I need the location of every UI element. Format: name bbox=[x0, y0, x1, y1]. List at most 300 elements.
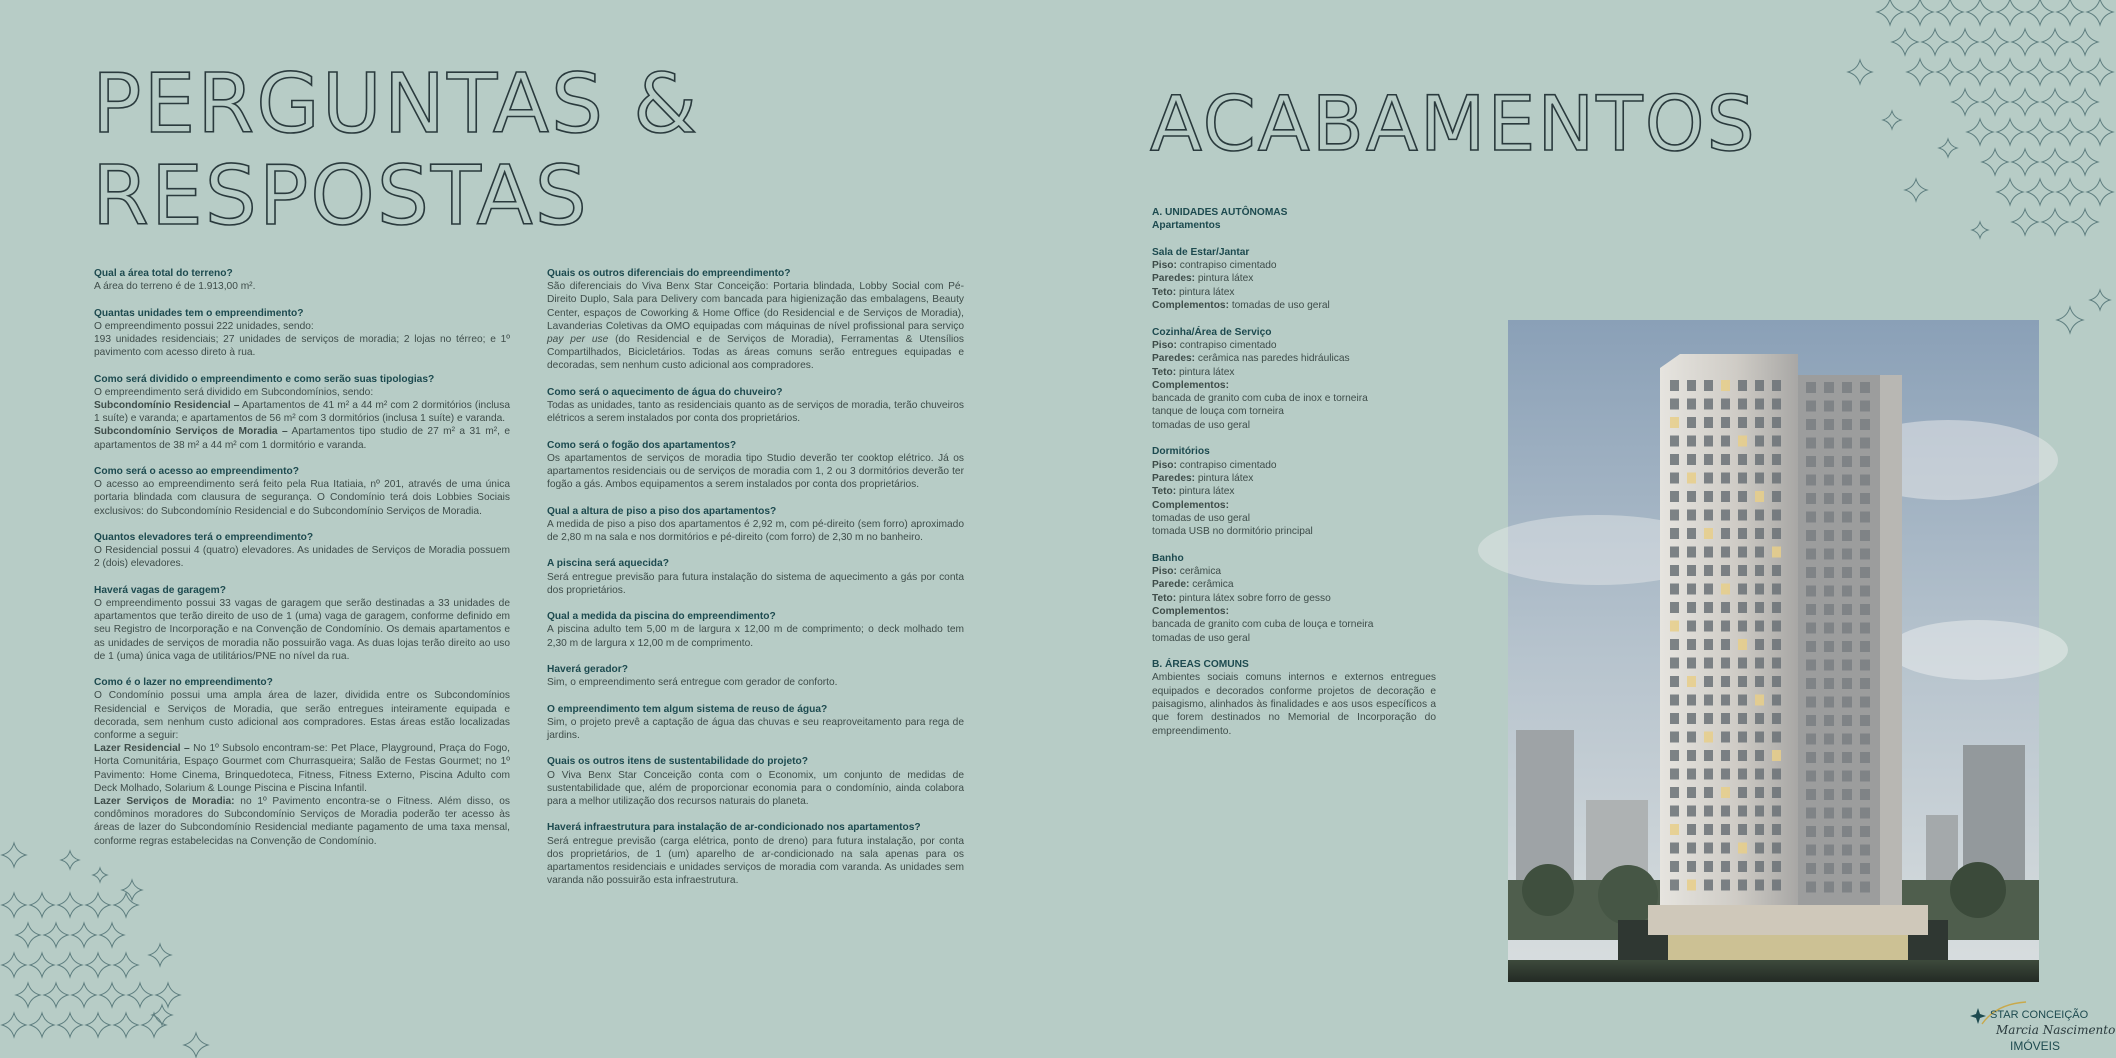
four-point-star-icon bbox=[122, 880, 142, 900]
building-window bbox=[1806, 863, 1816, 874]
building-window bbox=[1824, 401, 1834, 412]
building-window bbox=[1738, 713, 1747, 724]
building-window bbox=[1755, 713, 1764, 724]
building-window bbox=[1772, 639, 1781, 650]
faq-answer-text: A piscina adulto tem 5,00 m de largura x 12,00 m de comprimento; o deck molhado tem 2,30 m de largura x 12,00 m de comprimento. bbox=[547, 624, 964, 649]
four-point-star-icon bbox=[2057, 307, 2083, 333]
finish-value: bancada de granito com cuba de inox e torneira bbox=[1152, 393, 1368, 405]
building-window bbox=[1721, 843, 1730, 854]
finish-value: contrapiso cimentado bbox=[1176, 459, 1277, 471]
faq-item bbox=[547, 505, 964, 545]
faq-question: Como será o fogão dos apartamentos? bbox=[547, 439, 737, 451]
four-point-star-icon bbox=[1967, 119, 1993, 145]
finish-value: pintura látex bbox=[1176, 366, 1235, 378]
building-window bbox=[1670, 621, 1679, 632]
building-window bbox=[1860, 419, 1870, 430]
four-point-star-icon bbox=[2, 953, 26, 977]
building-window bbox=[1824, 456, 1834, 467]
building-window bbox=[1670, 676, 1679, 687]
building-window bbox=[1806, 826, 1816, 837]
four-point-star-icon bbox=[1972, 222, 1988, 238]
building-window bbox=[1806, 549, 1816, 560]
building-window bbox=[1704, 750, 1713, 761]
building-window bbox=[1738, 732, 1747, 743]
building-window bbox=[1670, 473, 1679, 484]
faq-question: Como será o acesso ao empreendimento? bbox=[94, 466, 299, 477]
faq-question: Qual a medida da piscina do empreendimento? bbox=[547, 611, 776, 623]
four-point-star-icon bbox=[58, 893, 82, 917]
building-window bbox=[1842, 586, 1852, 597]
building-window bbox=[1721, 676, 1730, 687]
four-point-star-icon bbox=[1892, 29, 1918, 55]
perguntas-respostas-title bbox=[92, 57, 700, 248]
building-window bbox=[1670, 399, 1679, 410]
building-window bbox=[1755, 417, 1764, 428]
four-point-star-icon bbox=[93, 868, 107, 882]
four-point-star-icon bbox=[1939, 139, 1957, 157]
room-section bbox=[1152, 445, 1436, 538]
building-window bbox=[1806, 845, 1816, 856]
building-window bbox=[1755, 547, 1764, 558]
faq-column-2 bbox=[547, 267, 964, 901]
four-point-star-icon bbox=[2057, 179, 2083, 205]
building-window bbox=[1670, 787, 1679, 798]
building-window bbox=[1704, 824, 1713, 835]
faq-answer-text: no 1º Pavimento encontra-se o Fitness. Além disso, os condôminos moradores do Subcondomínio Serviços de Moradia poderão ter acesso às áreas de lazer do Subcondomínio Residencial mediante pagamento de uma taxa mensal, conforme regras estabelecidas na Convenção de Condomínio. bbox=[94, 796, 510, 847]
building-window bbox=[1670, 547, 1679, 558]
building-window bbox=[1738, 491, 1747, 502]
building-window bbox=[1806, 512, 1816, 523]
finish-value: pintura látex sobre forro de gesso bbox=[1176, 592, 1331, 604]
building-window bbox=[1860, 660, 1870, 671]
building-window bbox=[1860, 456, 1870, 467]
finish-value: tanque de louça com torneira bbox=[1152, 406, 1284, 418]
four-point-star-icon bbox=[1982, 149, 2008, 175]
faq-item bbox=[94, 267, 510, 293]
building-window bbox=[1842, 438, 1852, 449]
faq-answer-italic: pay per use bbox=[547, 334, 609, 346]
building-window bbox=[1670, 491, 1679, 502]
building-window bbox=[1670, 417, 1679, 428]
building-window bbox=[1670, 380, 1679, 391]
building-window bbox=[1860, 623, 1870, 634]
four-point-star-icon bbox=[128, 983, 152, 1007]
finish-label: Paredes: bbox=[1152, 353, 1196, 365]
building-window bbox=[1755, 584, 1764, 595]
faq-answer bbox=[547, 623, 964, 649]
four-point-star-icon bbox=[2057, 0, 2083, 25]
building-window bbox=[1842, 641, 1852, 652]
four-point-star-icon bbox=[1967, 0, 1993, 25]
building-window bbox=[1721, 732, 1730, 743]
four-point-star-icon bbox=[114, 1013, 138, 1037]
building-window bbox=[1860, 863, 1870, 874]
building-window bbox=[1687, 454, 1696, 465]
finish-item bbox=[1152, 366, 1436, 379]
building-window bbox=[1704, 658, 1713, 669]
finish-value: bancada de granito com cuba de louça e torneira bbox=[1152, 619, 1374, 631]
finish-value: tomadas de uso geral bbox=[1152, 419, 1250, 431]
building-window bbox=[1687, 417, 1696, 428]
building-window bbox=[1670, 510, 1679, 521]
four-point-star-icon bbox=[114, 893, 138, 917]
faq-question: Haverá infraestrutura para instalação de ar-condicionado nos apartamentos? bbox=[547, 822, 921, 834]
building-window bbox=[1772, 473, 1781, 484]
building-window bbox=[1860, 715, 1870, 726]
four-point-star-icon bbox=[1905, 179, 1927, 201]
building-window bbox=[1842, 475, 1852, 486]
finish-item bbox=[1152, 272, 1436, 285]
building-window bbox=[1670, 843, 1679, 854]
building-window bbox=[1687, 843, 1696, 854]
faq-answer-text: O acesso ao empreendimento será feito pela Rua Itatiaia, nº 201, através de uma única portaria blindada com clausura de segurança. O Condomínio terá dois Lobbies Sociais exclusivos: do Subcondomínio Residencial e do Subcondomínio Serviços de Moradia. bbox=[94, 479, 510, 517]
faq-answer bbox=[547, 280, 964, 372]
finish-item bbox=[1152, 472, 1436, 485]
four-point-star-icon bbox=[1997, 179, 2023, 205]
building-window bbox=[1738, 676, 1747, 687]
building-window bbox=[1738, 806, 1747, 817]
faq-item bbox=[94, 531, 510, 571]
building-window bbox=[1860, 845, 1870, 856]
building-window bbox=[1704, 861, 1713, 872]
building-window bbox=[1721, 399, 1730, 410]
four-point-star-icon bbox=[2042, 89, 2068, 115]
building-window bbox=[1842, 752, 1852, 763]
four-point-star-icon bbox=[2087, 119, 2113, 145]
building-window bbox=[1842, 419, 1852, 430]
building-window bbox=[1721, 602, 1730, 613]
finish-label: Teto: bbox=[1152, 286, 1177, 298]
building-window bbox=[1842, 623, 1852, 634]
building-window bbox=[1738, 528, 1747, 539]
building-window bbox=[1687, 491, 1696, 502]
building-window bbox=[1824, 475, 1834, 486]
faq-question: Quais os outros itens de sustentabilidade do projeto? bbox=[547, 756, 808, 768]
four-point-star-icon bbox=[58, 1013, 82, 1037]
building-window bbox=[1755, 861, 1764, 872]
four-point-star-icon bbox=[2072, 149, 2098, 175]
building-window bbox=[1806, 419, 1816, 430]
faq-answer bbox=[547, 676, 964, 689]
finish-item bbox=[1152, 512, 1436, 525]
building-window bbox=[1687, 399, 1696, 410]
finish-item bbox=[1152, 632, 1436, 645]
finish-value: contrapiso cimentado bbox=[1176, 260, 1277, 272]
building-window bbox=[1755, 695, 1764, 706]
building-window bbox=[1860, 549, 1870, 560]
faq-answer-text: Sim, o empreendimento será entregue com gerador de conforto. bbox=[547, 677, 838, 689]
building-window bbox=[1755, 491, 1764, 502]
building-window bbox=[1772, 713, 1781, 724]
building-window bbox=[1687, 769, 1696, 780]
building-window bbox=[1772, 787, 1781, 798]
building-window bbox=[1824, 419, 1834, 430]
four-point-star-icon bbox=[61, 851, 79, 869]
finish-value: tomadas de uso geral bbox=[1228, 300, 1330, 312]
finish-value: pintura látex bbox=[1176, 286, 1235, 298]
building-window bbox=[1670, 436, 1679, 447]
faq-question: O empreendimento tem algum sistema de reuso de água? bbox=[547, 703, 828, 715]
building-window bbox=[1842, 530, 1852, 541]
building-window bbox=[1687, 602, 1696, 613]
building-window bbox=[1806, 734, 1816, 745]
finish-item bbox=[1152, 565, 1436, 578]
building-window bbox=[1824, 641, 1834, 652]
title-line-2: RESPOSTAS bbox=[92, 149, 589, 244]
four-point-star-icon bbox=[1997, 0, 2023, 25]
logo-signature: Marcia Nascimento bbox=[1996, 1023, 2116, 1037]
room-section bbox=[1152, 246, 1436, 312]
building-window bbox=[1738, 510, 1747, 521]
finish-label: Complementos: bbox=[1152, 499, 1229, 511]
building-window bbox=[1738, 861, 1747, 872]
building-window bbox=[1806, 660, 1816, 671]
faq-item bbox=[94, 307, 510, 360]
building-window bbox=[1755, 787, 1764, 798]
building-window bbox=[1704, 806, 1713, 817]
building-window bbox=[1738, 824, 1747, 835]
building-window bbox=[1824, 604, 1834, 615]
four-point-star-icon bbox=[100, 983, 124, 1007]
building-window bbox=[1824, 752, 1834, 763]
building-window bbox=[1824, 493, 1834, 504]
finish-label: Complementos: bbox=[1152, 605, 1229, 617]
finish-label: Parede: bbox=[1152, 579, 1190, 591]
faq-answer-text: O empreendimento possui 222 unidades, sendo: bbox=[94, 320, 314, 332]
building-window bbox=[1670, 806, 1679, 817]
finish-value: pintura látex bbox=[1195, 273, 1254, 285]
room-name: Banho bbox=[1152, 552, 1184, 564]
rooms-list bbox=[1152, 246, 1436, 645]
building-window bbox=[1772, 510, 1781, 521]
four-point-star-icon bbox=[1877, 0, 1903, 25]
building-window bbox=[1806, 604, 1816, 615]
building-window bbox=[1670, 565, 1679, 576]
building-window bbox=[1842, 882, 1852, 893]
faq-question: Quantas unidades tem o empreendimento? bbox=[94, 307, 304, 319]
building-window bbox=[1738, 584, 1747, 595]
building-window bbox=[1738, 750, 1747, 761]
building-window bbox=[1842, 734, 1852, 745]
finish-item bbox=[1152, 578, 1436, 591]
building-window bbox=[1772, 695, 1781, 706]
building-window bbox=[1670, 602, 1679, 613]
building-window bbox=[1721, 621, 1730, 632]
building-window bbox=[1842, 789, 1852, 800]
building-window bbox=[1755, 621, 1764, 632]
building-window bbox=[1860, 604, 1870, 615]
building-window bbox=[1721, 750, 1730, 761]
building-window bbox=[1721, 528, 1730, 539]
building-window bbox=[1687, 547, 1696, 558]
building-window bbox=[1670, 750, 1679, 761]
faq-item bbox=[547, 821, 964, 887]
four-point-star-pattern-bottom-left bbox=[0, 835, 220, 1058]
four-point-star-icon bbox=[30, 893, 54, 917]
building-window bbox=[1860, 530, 1870, 541]
finish-value: cerâmica bbox=[1176, 566, 1222, 578]
building-window bbox=[1806, 808, 1816, 819]
building-window bbox=[1842, 401, 1852, 412]
four-point-star-icon bbox=[2042, 149, 2068, 175]
building-window bbox=[1704, 639, 1713, 650]
building-window bbox=[1824, 734, 1834, 745]
building-window bbox=[1687, 787, 1696, 798]
building-window bbox=[1704, 417, 1713, 428]
building-window bbox=[1721, 861, 1730, 872]
building-window bbox=[1721, 880, 1730, 891]
building-window bbox=[1772, 547, 1781, 558]
building-window bbox=[1860, 882, 1870, 893]
finish-value: tomadas de uso geral bbox=[1152, 512, 1250, 524]
building-window bbox=[1806, 401, 1816, 412]
faq-question: Haverá gerador? bbox=[547, 664, 628, 675]
four-point-star-icon bbox=[2090, 290, 2110, 310]
four-point-star-icon bbox=[2012, 89, 2038, 115]
building-window bbox=[1738, 639, 1747, 650]
faq-answer bbox=[547, 835, 964, 888]
faq-answer bbox=[547, 452, 964, 492]
room-name: Cozinha/Área de Serviço bbox=[1152, 326, 1272, 338]
section-a-subheading: Apartamentos bbox=[1152, 220, 1221, 232]
four-point-star-icon bbox=[2012, 149, 2038, 175]
faq-question: Quantos elevadores terá o empreendimento? bbox=[94, 532, 314, 543]
finish-value: cerâmica bbox=[1189, 579, 1234, 591]
building-window bbox=[1721, 454, 1730, 465]
building-window bbox=[1755, 565, 1764, 576]
faq-question: Haverá vagas de garagem? bbox=[94, 584, 226, 596]
building-window bbox=[1721, 824, 1730, 835]
building-window bbox=[1824, 789, 1834, 800]
building-window bbox=[1704, 473, 1713, 484]
four-point-star-icon bbox=[72, 923, 96, 947]
four-point-star-icon bbox=[44, 923, 68, 947]
building-window bbox=[1772, 806, 1781, 817]
building-window bbox=[1824, 771, 1834, 782]
building-window bbox=[1738, 547, 1747, 558]
building-window bbox=[1704, 880, 1713, 891]
building-window bbox=[1806, 752, 1816, 763]
faq-answer-text: O Condomínio possui uma ampla área de lazer, dividida entre os Subcondomínios Residencial e Serviços de Moradia, que serão entregues inteiramente equipada e decorada, sem nenhum custo adicional aos compradores. Estas áreas estão localizadas conforme a seguir: bbox=[94, 690, 510, 742]
building-window bbox=[1738, 454, 1747, 465]
finish-item bbox=[1152, 419, 1436, 432]
building-window bbox=[1670, 584, 1679, 595]
building-window bbox=[1860, 808, 1870, 819]
building-window bbox=[1704, 695, 1713, 706]
faq-question: Qual a área total do terreno? bbox=[94, 268, 233, 279]
building-window bbox=[1772, 824, 1781, 835]
building-render-image bbox=[1508, 320, 2039, 982]
building-window bbox=[1824, 438, 1834, 449]
building-window bbox=[1704, 528, 1713, 539]
faq-question: Qual a altura de piso a piso dos apartamentos? bbox=[547, 505, 777, 517]
building-window bbox=[1842, 845, 1852, 856]
faq-answer-text: Todas as unidades, tanto as residenciais quanto as de serviços de moradia, terão chuveiros elétricos a serem instalados por conta dos proprietários. bbox=[547, 400, 964, 425]
faq-answer bbox=[94, 478, 510, 518]
building-window bbox=[1824, 567, 1834, 578]
building-window bbox=[1721, 695, 1730, 706]
finish-value: tomadas de uso geral bbox=[1152, 632, 1250, 644]
building-window bbox=[1842, 660, 1852, 671]
logo-subtitle: IMÓVEIS bbox=[2010, 1039, 2061, 1053]
building-window bbox=[1755, 510, 1764, 521]
building-window bbox=[1772, 528, 1781, 539]
faq-item bbox=[547, 663, 964, 689]
building-window bbox=[1824, 530, 1834, 541]
building-window bbox=[1721, 436, 1730, 447]
faq-item bbox=[547, 557, 964, 597]
four-point-star-icon bbox=[156, 983, 180, 1007]
building-window bbox=[1806, 771, 1816, 782]
faq-item bbox=[94, 676, 510, 848]
building-window bbox=[1824, 586, 1834, 597]
faq-answer bbox=[547, 399, 964, 425]
building-window bbox=[1721, 491, 1730, 502]
building-window bbox=[1772, 491, 1781, 502]
faq-answer bbox=[547, 571, 964, 597]
four-point-star-icon bbox=[1982, 89, 2008, 115]
building-window bbox=[1738, 380, 1747, 391]
faq-answer bbox=[94, 280, 510, 293]
building-window bbox=[1687, 380, 1696, 391]
building-window bbox=[1687, 732, 1696, 743]
faq-item bbox=[94, 584, 510, 663]
building-window bbox=[1721, 639, 1730, 650]
four-point-star-icon bbox=[2, 893, 26, 917]
building-window bbox=[1738, 658, 1747, 669]
building-window bbox=[1670, 880, 1679, 891]
faq-item bbox=[94, 465, 510, 518]
faq-item bbox=[547, 439, 964, 492]
building-window bbox=[1687, 658, 1696, 669]
four-point-star-icon bbox=[2072, 209, 2098, 235]
building-window bbox=[1806, 530, 1816, 541]
building-window bbox=[1806, 623, 1816, 634]
four-point-star-icon bbox=[1997, 59, 2023, 85]
building-window bbox=[1806, 697, 1816, 708]
logo-brand-text: STAR CONCEIÇÃO bbox=[1990, 1009, 2089, 1021]
faq-answer-text: Apartamentos de 41 m² a 44 m² com 2 dormitórios (inclusa 1 suíte) e varanda; e apartamentos de 56 m² com 3 dormitórios (inclusa 1 suíte) e varanda. bbox=[94, 400, 510, 425]
building-window bbox=[1687, 824, 1696, 835]
faq-item bbox=[547, 703, 964, 743]
building-window bbox=[1755, 658, 1764, 669]
building-window bbox=[1842, 715, 1852, 726]
four-point-star-icon bbox=[184, 1033, 208, 1057]
finish-item bbox=[1152, 485, 1436, 498]
building-window bbox=[1772, 843, 1781, 854]
faq-answer-label: Subcondomínio Residencial – bbox=[94, 400, 240, 411]
building-window bbox=[1704, 732, 1713, 743]
building-window bbox=[1772, 436, 1781, 447]
building-window bbox=[1842, 697, 1852, 708]
four-point-star-icon bbox=[2, 843, 26, 867]
building-window bbox=[1738, 602, 1747, 613]
building-window bbox=[1772, 621, 1781, 632]
building-window bbox=[1860, 641, 1870, 652]
building-window bbox=[1806, 586, 1816, 597]
building-window bbox=[1687, 639, 1696, 650]
four-point-star-icon bbox=[2027, 179, 2053, 205]
faq-question: Como será o aquecimento de água do chuveiro? bbox=[547, 386, 783, 398]
building-window bbox=[1824, 715, 1834, 726]
finish-item bbox=[1152, 592, 1436, 605]
faq-answer-text: Os apartamentos de serviços de moradia tipo Studio deverão ter cooktop elétrico. Já os apartamentos residenciais ou de serviços de moradia com 1, 2 ou 3 dormitórios deverão ter fogão a gás. Ambos equipamentos a serem instalados por conta dos proprietários. bbox=[547, 452, 964, 491]
section-b-heading: B. ÁREAS COMUNS bbox=[1152, 659, 1249, 671]
building-window bbox=[1842, 567, 1852, 578]
faq-answer-text: (do Residencial e de Serviços de Moradia), Ferramentas & Utensílios Compartilhados, Bicicletários. Todas as áreas comuns serão entregues equipadas e decoradas, sem nenhum custo adicional aos compradores. bbox=[547, 334, 964, 372]
building-window bbox=[1704, 787, 1713, 798]
faq-question: Como é o lazer no empreendimento? bbox=[94, 677, 273, 689]
